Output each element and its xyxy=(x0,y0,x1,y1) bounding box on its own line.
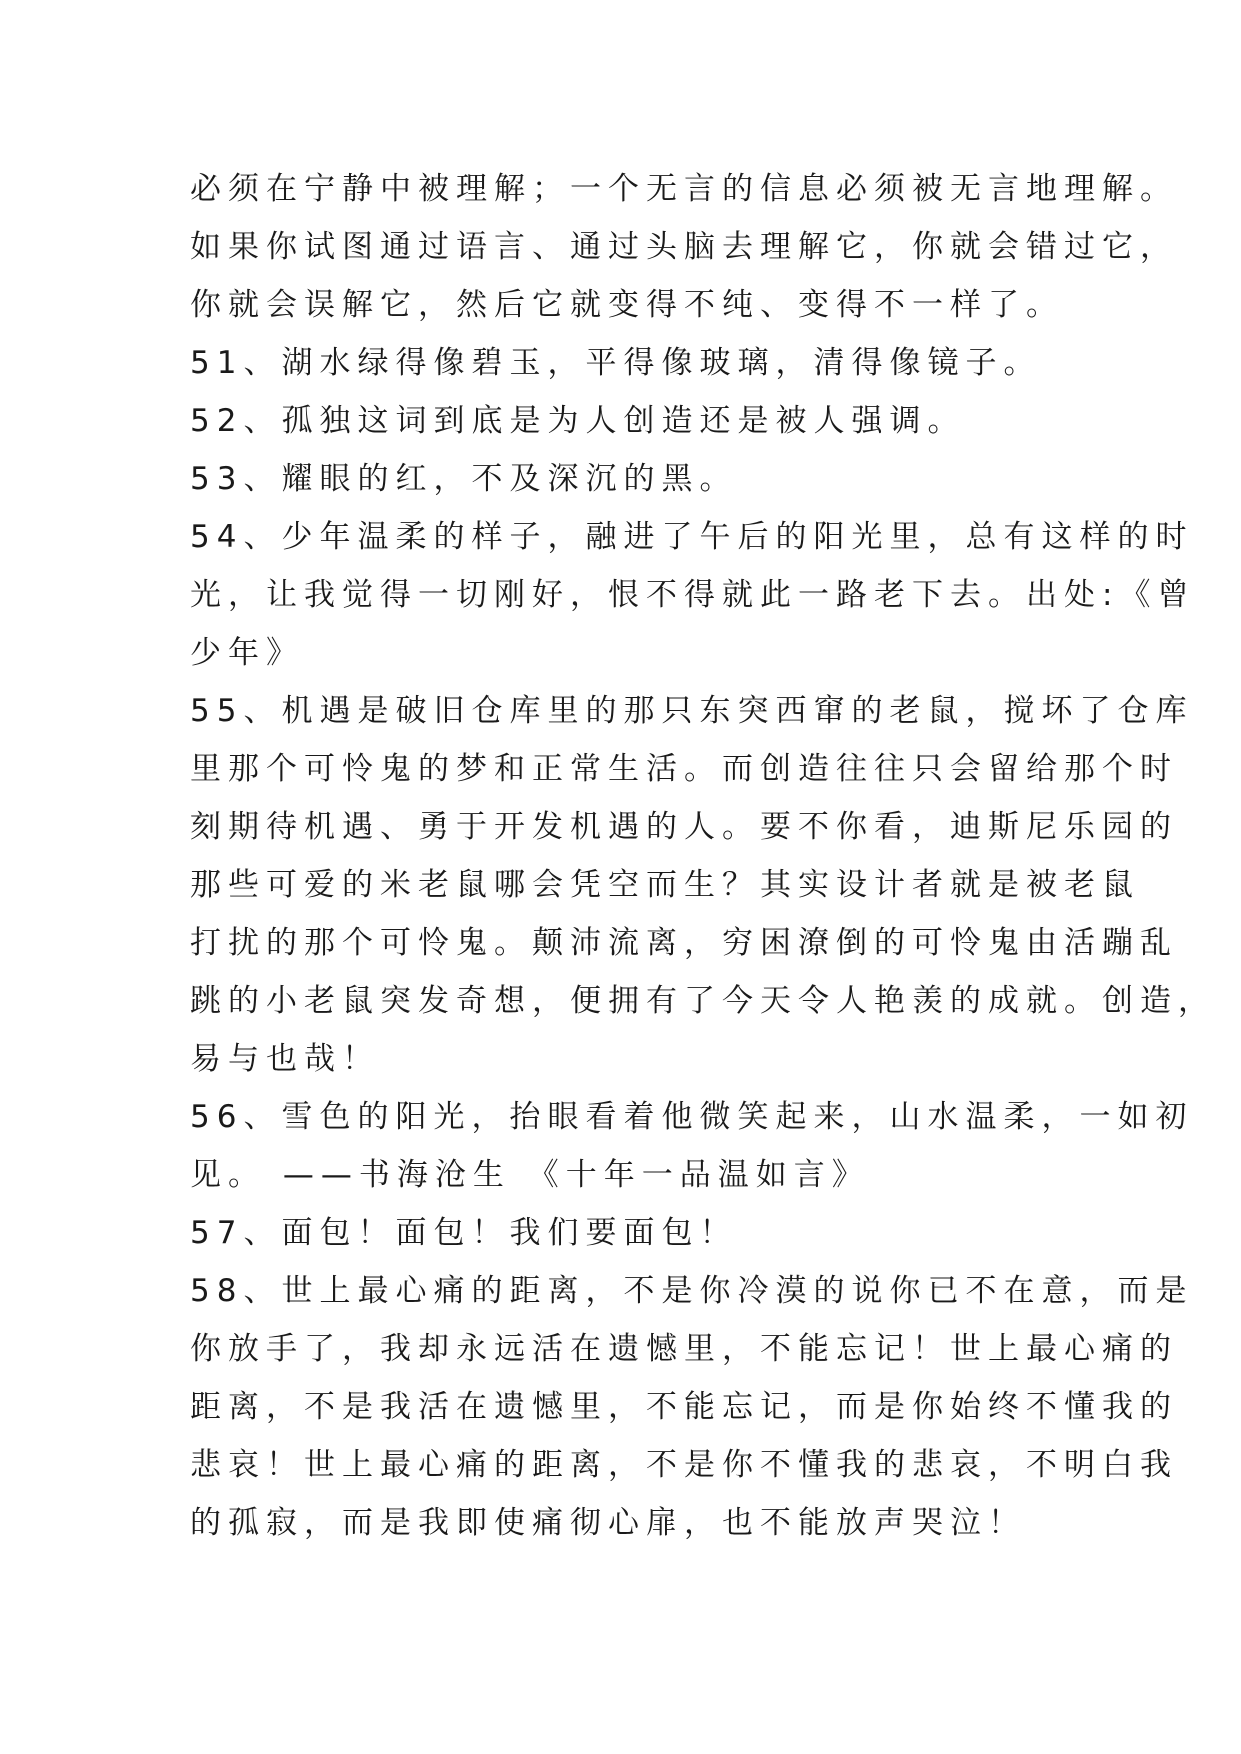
text-line: 55、机遇是破旧仓库里的那只东突西窜的老鼠，搅坏了仓库 xyxy=(190,693,1194,729)
text-line: 见。 ——书海沧生 《十年一品温如言》 xyxy=(190,1157,870,1193)
text-line: 里那个可怜鬼的梦和正常生活。而创造往往只会留给那个时 xyxy=(190,751,1178,787)
text-line: 58、世上最心痛的距离，不是你冷漠的说你已不在意，而是 xyxy=(190,1273,1194,1309)
text-line: 光，让我觉得一切刚好，恨不得就此一路老下去。出处:《曾 xyxy=(190,577,1196,613)
text-line: 打扰的那个可怜鬼。颠沛流离，穷困潦倒的可怜鬼由活蹦乱 xyxy=(190,925,1178,961)
text-line: 57、面包！面包！我们要面包！ xyxy=(190,1215,738,1251)
text-line: 易与也哉！ xyxy=(190,1041,380,1077)
text-line: 52、孤独这词到底是为人创造还是被人强调。 xyxy=(190,403,966,439)
text-line: 必须在宁静中被理解；一个无言的信息必须被无言地理解。 xyxy=(190,171,1178,207)
text-line: 54、少年温柔的样子，融进了午后的阳光里，总有这样的时 xyxy=(190,519,1194,555)
text-line: 53、耀眼的红，不及深沉的黑。 xyxy=(190,461,738,497)
text-line: 跳的小老鼠突发奇想，便拥有了今天令人艳羡的成就。创造， xyxy=(190,983,1216,1019)
text-line: 少年》 xyxy=(190,635,304,671)
body-text xyxy=(190,160,1216,1552)
text-line: 56、雪色的阳光，抬眼看着他微笑起来，山水温柔，一如初 xyxy=(190,1099,1194,1135)
text-line: 悲哀！世上最心痛的距离，不是你不懂我的悲哀，不明白我 xyxy=(190,1447,1178,1483)
text-line: 你就会误解它，然后它就变得不纯、变得不一样了。 xyxy=(190,287,1064,323)
text-line: 你放手了，我却永远活在遗憾里，不能忘记！世上最心痛的 xyxy=(190,1331,1178,1367)
text-line: 那些可爱的米老鼠哪会凭空而生？其实设计者就是被老鼠 xyxy=(190,867,1140,903)
text-line: 如果你试图通过语言、通过头脑去理解它，你就会错过它， xyxy=(190,229,1178,265)
text-line: 刻期待机遇、勇于开发机遇的人。要不你看，迪斯尼乐园的 xyxy=(190,809,1178,845)
text-line: 51、湖水绿得像碧玉，平得像玻璃，清得像镜子。 xyxy=(190,345,1042,381)
text-line: 距离，不是我活在遗憾里，不能忘记，而是你始终不懂我的 xyxy=(190,1389,1178,1425)
text-line: 的孤寂，而是我即使痛彻心扉，也不能放声哭泣！ xyxy=(190,1505,1026,1541)
